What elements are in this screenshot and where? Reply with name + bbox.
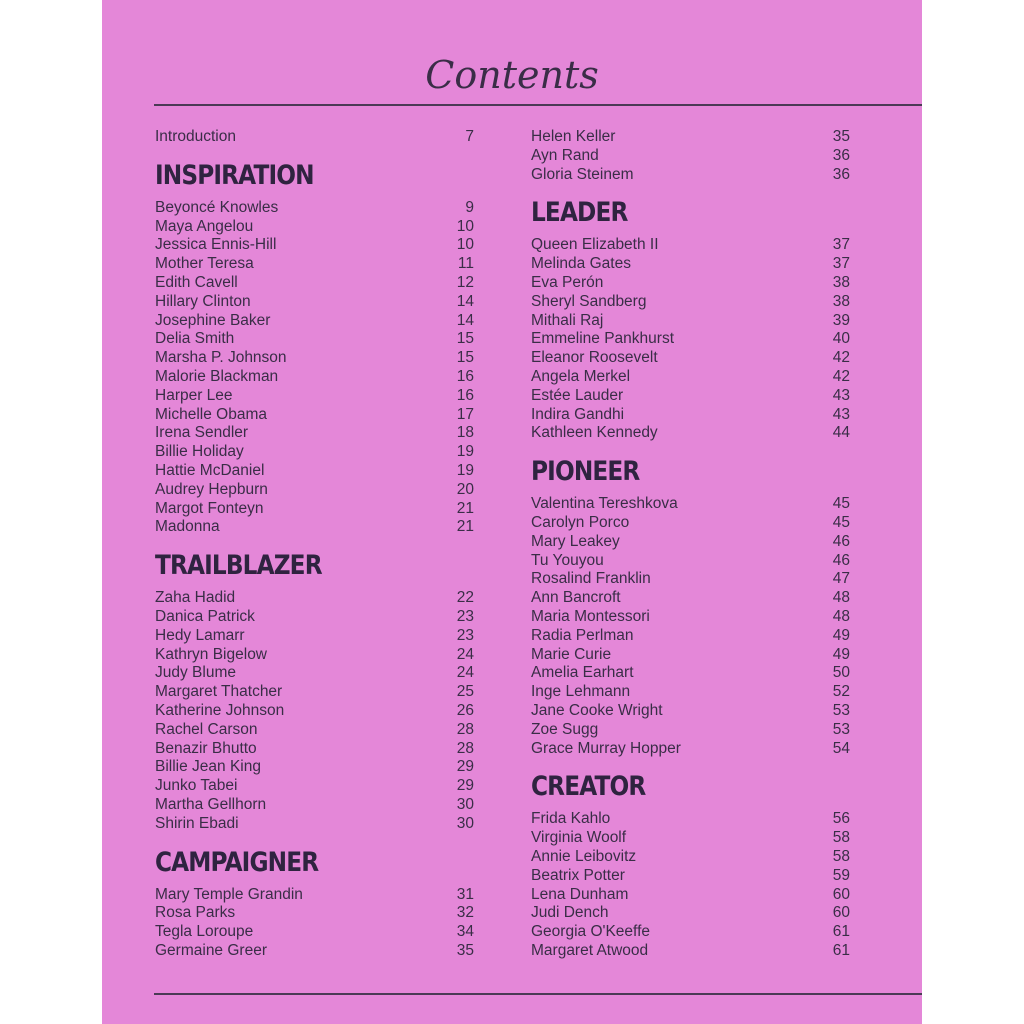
toc-entry <box>531 495 850 514</box>
toc-entry <box>155 255 474 274</box>
entry-page-number: 56 <box>832 810 850 828</box>
toc-entry <box>155 330 474 349</box>
toc-entry <box>531 683 850 702</box>
toc-entry <box>531 608 850 627</box>
toc-entry <box>531 312 850 331</box>
entry-page-number: 52 <box>832 683 850 701</box>
entry-page-number: 58 <box>832 847 850 865</box>
entry-page-number: 37 <box>832 236 850 254</box>
entry-page-number: 49 <box>832 645 850 663</box>
entry-page-number: 20 <box>456 480 474 498</box>
entry-name: Mother Teresa <box>155 255 254 273</box>
toc-entry <box>155 500 474 519</box>
toc-entry <box>155 518 474 537</box>
entry-name: Michelle Obama <box>155 405 267 423</box>
entry-name: Grace Murray Hopper <box>531 739 681 757</box>
toc-entry <box>531 349 850 368</box>
toc-entry <box>155 664 474 683</box>
entry-name: Shirin Ebadi <box>155 814 239 832</box>
entry-page-number: 28 <box>456 739 474 757</box>
section-heading-inspiration: INSPIRATION <box>155 159 314 191</box>
right-column <box>531 128 850 961</box>
entry-page-number: 40 <box>832 330 850 348</box>
entry-name: Jessica Ennis-Hill <box>155 236 277 254</box>
toc-entry <box>155 481 474 500</box>
entry-page-number: 48 <box>832 589 850 607</box>
entry-name: Tegla Loroupe <box>155 923 254 941</box>
entry-name: Radia Perlman <box>531 626 634 644</box>
entry-page-number: 10 <box>456 217 474 235</box>
section-heading-pioneer: PIONEER <box>531 456 640 488</box>
toc-entry <box>155 904 474 923</box>
entry-name: Queen Elizabeth II <box>531 236 659 254</box>
entry-page-number: 53 <box>832 701 850 719</box>
entry-name: Zoe Sugg <box>531 720 599 738</box>
left-column <box>155 128 474 961</box>
toc-entry <box>531 166 850 185</box>
entry-page-number: 30 <box>456 795 474 813</box>
entry-name: Margaret Thatcher <box>155 683 283 701</box>
toc-entry <box>155 199 474 218</box>
toc-entry <box>531 424 850 443</box>
toc-entry <box>531 627 850 646</box>
toc-entry <box>531 514 850 533</box>
toc-entry <box>531 236 850 255</box>
toc-entry <box>155 424 474 443</box>
entry-name: Helen Keller <box>531 128 616 145</box>
toc-entry <box>155 886 474 905</box>
entry-page-number: 19 <box>456 461 474 479</box>
toc-entry <box>531 867 850 886</box>
entry-page-number: 36 <box>832 146 850 164</box>
entry-name: Martha Gellhorn <box>155 795 267 813</box>
toc-entry <box>155 721 474 740</box>
entry-name: Beyoncé Knowles <box>155 198 279 216</box>
section-heading-campaigner: CAMPAIGNER <box>155 846 319 878</box>
entry-page-number: 22 <box>456 589 474 607</box>
entry-page-number: 60 <box>832 885 850 903</box>
entry-page-number: 49 <box>832 626 850 644</box>
entry-name: Carolyn Porco <box>531 513 630 531</box>
toc-entry <box>531 255 850 274</box>
entry-page-number: 47 <box>832 570 850 588</box>
entry-name: Germaine Greer <box>155 941 267 959</box>
section-heading-leader: LEADER <box>531 197 628 229</box>
entry-page-number: 23 <box>456 626 474 644</box>
entry-name: Zaha Hadid <box>155 589 236 607</box>
toc-entry <box>531 923 850 942</box>
entry-name: Angela Merkel <box>531 367 631 385</box>
entry-page-number: 9 <box>465 198 474 216</box>
entry-name: Lena Dunham <box>531 885 629 903</box>
entry-name: Maya Angelou <box>155 217 254 235</box>
section-heading-trailblazer: TRAILBLAZER <box>155 550 322 582</box>
entry-page-number: 60 <box>832 904 850 922</box>
toc-entry <box>531 886 850 905</box>
entry-page-number: 58 <box>832 829 850 847</box>
entry-name: Kathleen Kennedy <box>531 424 658 442</box>
entry-name: Benazir Bhutto <box>155 739 257 757</box>
toc-entry <box>531 664 850 683</box>
entry-name: Jane Cooke Wright <box>531 701 663 719</box>
entry-page-number: 38 <box>832 292 850 310</box>
entry-name: Annie Leibovitz <box>531 847 637 865</box>
entry-page-number: 48 <box>832 607 850 625</box>
entry-page-number: 26 <box>456 701 474 719</box>
entry-page-number: 53 <box>832 720 850 738</box>
entry-name: Danica Patrick <box>155 607 255 625</box>
entry-name: Judi Dench <box>531 904 609 922</box>
entry-page-number: 29 <box>456 777 474 795</box>
entry-page-number: 37 <box>832 255 850 273</box>
entry-name: Marsha P. Johnson <box>155 349 287 367</box>
toc-entry <box>155 683 474 702</box>
entry-page-number: 45 <box>832 513 850 531</box>
toc-entry <box>531 721 850 740</box>
entry-name: Marie Curie <box>531 645 612 663</box>
toc-entry <box>531 810 850 829</box>
entry-name: Amelia Earhart <box>531 664 634 682</box>
toc-entry <box>531 552 850 571</box>
toc-entry <box>155 777 474 796</box>
entry-name: Audrey Hepburn <box>155 480 268 498</box>
entry-name: Mary Temple Grandin <box>155 885 303 903</box>
page-title: Contents <box>425 53 599 97</box>
toc-entry <box>531 147 850 166</box>
toc-entry <box>531 589 850 608</box>
toc-entry <box>155 293 474 312</box>
entry-name: Maria Montessori <box>531 607 650 625</box>
entry-name: Hillary Clinton <box>155 292 251 310</box>
entry-page-number: 38 <box>832 273 850 291</box>
entry-page-number: 61 <box>832 923 850 941</box>
entry-page-number: 42 <box>832 367 850 385</box>
entry-name: Hattie McDaniel <box>155 461 265 479</box>
entry-page-number: 39 <box>832 311 850 329</box>
entry-page-number: 42 <box>832 349 850 367</box>
entry-page-number: 10 <box>456 236 474 254</box>
toc-entry <box>531 293 850 312</box>
top-rule <box>154 104 922 106</box>
entry-page-number: 43 <box>832 405 850 423</box>
entry-page-number: 43 <box>832 386 850 404</box>
entry-page-number: 46 <box>832 532 850 550</box>
toc-entry <box>155 387 474 406</box>
toc-entry <box>155 236 474 255</box>
entry-page-number: 18 <box>456 424 474 442</box>
entry-name: Mithali Raj <box>531 311 604 329</box>
entry-page-number: 46 <box>832 551 850 569</box>
toc-entry <box>531 904 850 923</box>
entry-page-number: 16 <box>456 367 474 385</box>
entry-name: Eleanor Roosevelt <box>531 349 658 367</box>
toc-entry <box>531 387 850 406</box>
toc-entry <box>531 406 850 425</box>
entry-page-number: 30 <box>456 814 474 832</box>
entry-name: Mary Leakey <box>531 532 620 550</box>
entry-page-number: 31 <box>456 885 474 903</box>
entry-page-number: 14 <box>456 292 474 310</box>
entry-name: Sheryl Sandberg <box>531 292 647 310</box>
entry-page-number: 59 <box>832 866 850 884</box>
entry-page-number: 28 <box>456 720 474 738</box>
toc-entry <box>531 829 850 848</box>
entry-name: Margaret Atwood <box>531 941 649 959</box>
toc-entry <box>531 740 850 759</box>
section-heading-creator: CREATOR <box>531 771 646 803</box>
toc-entry <box>155 758 474 777</box>
entry-name: Hedy Lamarr <box>155 626 245 644</box>
toc-entry <box>155 702 474 721</box>
entry-name: Billie Jean King <box>155 758 261 776</box>
entry-page-number: 45 <box>832 495 850 513</box>
entry-page-number: 34 <box>456 923 474 941</box>
entry-name: Rachel Carson <box>155 720 258 738</box>
toc-entry <box>155 740 474 759</box>
entry-name: Malorie Blackman <box>155 367 279 385</box>
toc-entry <box>155 274 474 293</box>
entry-page-number: 12 <box>456 273 474 291</box>
entry-name: Valentina Tereshkova <box>531 495 678 513</box>
toc-entry <box>531 368 850 387</box>
entry-name: Katherine Johnson <box>155 701 285 719</box>
entry-name: Irena Sendler <box>155 424 249 442</box>
toc-entry-introduction <box>155 128 474 147</box>
entry-name: Tu Youyou <box>531 551 604 569</box>
toc-entry <box>155 646 474 665</box>
entry-name: Inge Lehmann <box>531 683 631 701</box>
toc-entry <box>155 218 474 237</box>
entry-page-number: 7 <box>465 128 474 145</box>
entry-page-number: 15 <box>456 349 474 367</box>
entry-name: Kathryn Bigelow <box>155 645 268 663</box>
toc-entry <box>155 627 474 646</box>
entry-page-number: 32 <box>456 904 474 922</box>
entry-page-number: 61 <box>832 941 850 959</box>
contents-page <box>102 0 922 1024</box>
entry-name: Frida Kahlo <box>531 810 611 828</box>
entry-name: Margot Fonteyn <box>155 499 264 517</box>
entry-name: Billie Holiday <box>155 443 244 461</box>
entry-page-number: 21 <box>456 518 474 536</box>
toc-entry <box>531 533 850 552</box>
entry-name: Josephine Baker <box>155 311 271 329</box>
toc-entry <box>155 462 474 481</box>
entry-page-number: 14 <box>456 311 474 329</box>
entry-name: Gloria Steinem <box>531 165 634 183</box>
entry-name: Virginia Woolf <box>531 829 627 847</box>
entry-page-number: 24 <box>456 645 474 663</box>
entry-name: Melinda Gates <box>531 255 631 273</box>
toc-entry <box>155 796 474 815</box>
entry-name: Madonna <box>155 518 220 536</box>
entry-name: Junko Tabei <box>155 777 238 795</box>
entry-page-number: 36 <box>832 165 850 183</box>
entry-name: Emmeline Pankhurst <box>531 330 675 348</box>
bottom-rule <box>154 993 922 995</box>
entry-page-number: 16 <box>456 386 474 404</box>
entry-page-number: 15 <box>456 330 474 348</box>
entry-name: Ayn Rand <box>531 146 599 164</box>
toc-entry <box>155 368 474 387</box>
entry-name: Eva Perón <box>531 273 604 291</box>
entry-name: Estée Lauder <box>531 386 624 404</box>
entry-page-number: 17 <box>456 405 474 423</box>
toc-entry <box>531 646 850 665</box>
entry-name: Rosa Parks <box>155 904 236 922</box>
entry-page-number: 35 <box>456 941 474 959</box>
toc-entry <box>155 815 474 834</box>
toc-entry <box>155 608 474 627</box>
entry-page-number: 29 <box>456 758 474 776</box>
toc-entry <box>531 942 850 961</box>
toc-entry <box>155 923 474 942</box>
entry-name: Indira Gandhi <box>531 405 625 423</box>
entry-page-number: 54 <box>832 739 850 757</box>
toc-entry <box>155 443 474 462</box>
entry-page-number: 35 <box>832 128 850 145</box>
entry-page-number: 50 <box>832 664 850 682</box>
entry-name: Judy Blume <box>155 664 236 682</box>
toc-entry <box>531 702 850 721</box>
entry-name: Beatrix Potter <box>531 866 625 884</box>
entry-name: Georgia O'Keeffe <box>531 923 650 941</box>
toc-entry <box>531 330 850 349</box>
toc-entry <box>155 589 474 608</box>
toc-entry <box>531 128 850 147</box>
toc-entry <box>155 406 474 425</box>
entry-name: Rosalind Franklin <box>531 570 651 588</box>
entry-page-number: 19 <box>456 443 474 461</box>
toc-entry <box>155 349 474 368</box>
entry-name: Introduction <box>155 128 236 145</box>
entry-page-number: 44 <box>832 424 850 442</box>
entry-name: Edith Cavell <box>155 273 238 291</box>
toc-entry <box>155 312 474 331</box>
entry-page-number: 25 <box>456 683 474 701</box>
entry-name: Ann Bancroft <box>531 589 621 607</box>
toc-entry <box>155 942 474 961</box>
entry-name: Delia Smith <box>155 330 235 348</box>
entry-name: Harper Lee <box>155 386 233 404</box>
toc-entry <box>531 570 850 589</box>
entry-page-number: 24 <box>456 664 474 682</box>
toc-entry <box>531 848 850 867</box>
entry-page-number: 21 <box>456 499 474 517</box>
entry-page-number: 23 <box>456 607 474 625</box>
entry-page-number: 11 <box>457 255 474 273</box>
toc-entry <box>531 274 850 293</box>
